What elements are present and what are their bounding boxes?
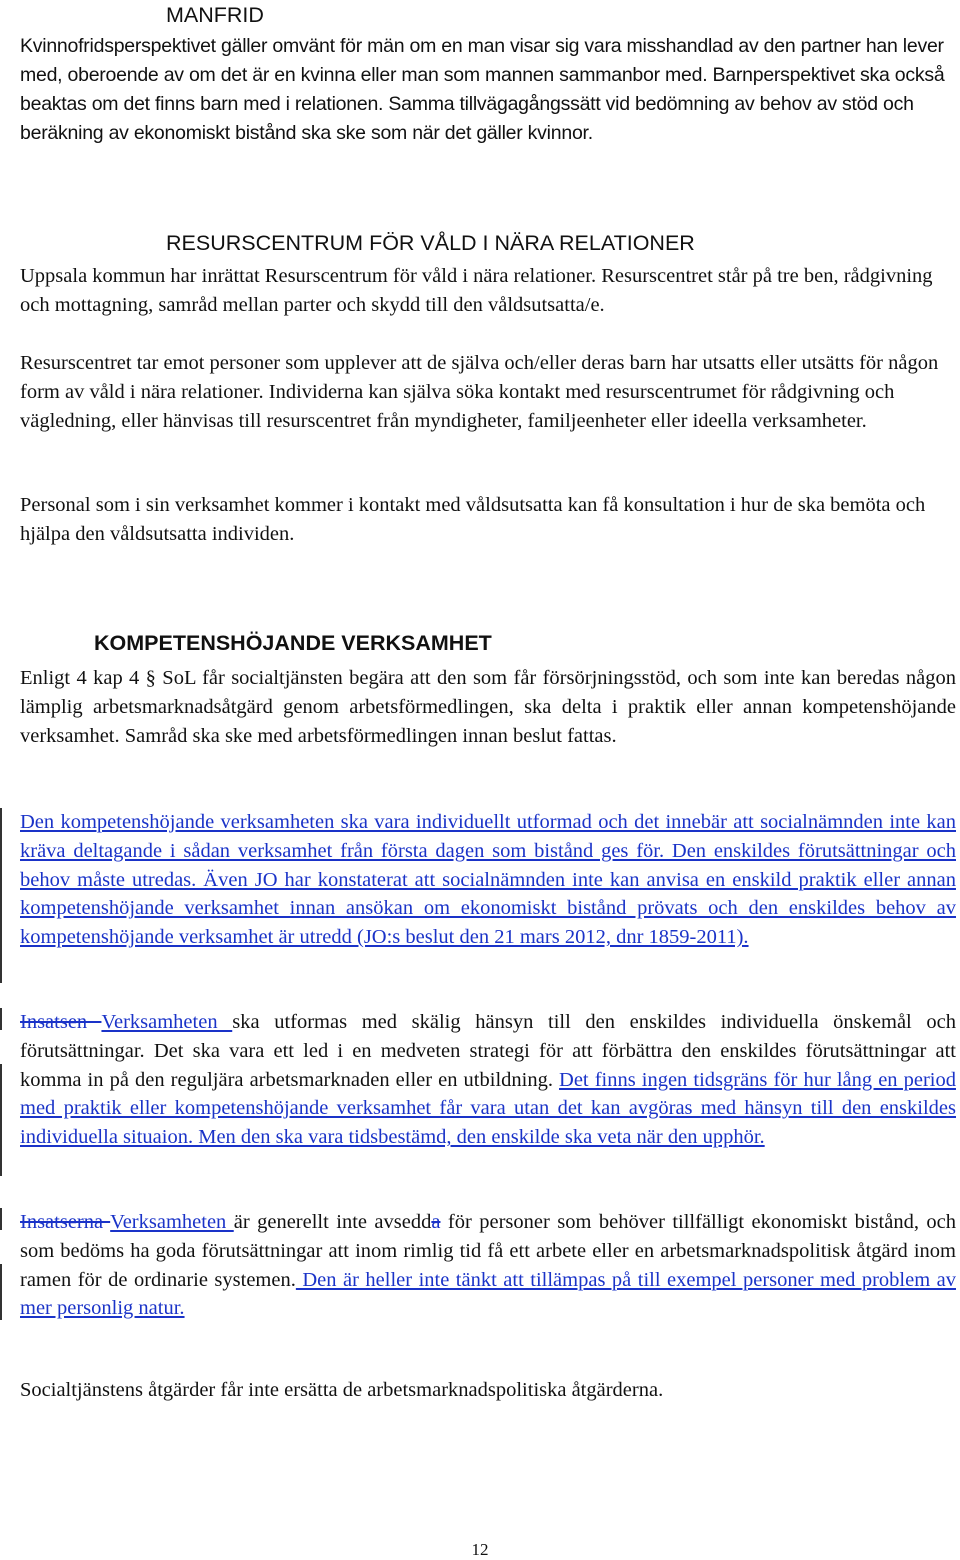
change-bar [0, 1264, 2, 1320]
paragraph-manfrid: Kvinnofridsperspektivet gäller omvänt för män om en man visar sig vara misshandlad av den partner han lever med, oberoende av om det är en kvinna eller man som mannen sammanbor med. Barnperspektivet ska också beaktas om det finns barn med i relationen. Samma tillvägagångssätt vid bedömning av behov av stöd och beräkning av ekonomiskt bistånd ska ske som när det gäller kvinnor. [20, 35, 945, 144]
paragraph-kompetens-5: Socialtjänstens åtgärder får inte ersätta de arbetsmarknadspolitiska åtgärderna. [20, 1379, 664, 1401]
inserted-text: Det finns ingen tidsgräns för hur lång en period med praktik eller kompetenshöjande verksamhet får vara utan det kan avgöras med hänsyn till den enskildes individuella situaion. Men den ska vara tidsbestämd, den enskilde ska veta när den upphör. [20, 1068, 956, 1149]
paragraph-text: för personer som behöver tillfälligt ekonomiskt bistånd, och som bedöms ha goda förutsättningar att inom rimlig tid få ett arbete eller en arbetsmarknadspolitisk åtgärd inom ramen för de ordinarie systemen. [20, 1211, 956, 1291]
paragraph-kompetens-1: Enligt 4 kap 4 § SoL får socialtjänsten begära att den som får försörjningsstöd, och som inte kan beredas någon lämplig arbetsmarknadsåtgärd genom arbetsförmedlingen, ska delta i praktik eller annan kompetenshöjande verksamhet. Samråd ska ske med arbetsförmedlingen innan beslut fattas. [20, 667, 956, 747]
page-number: 12 [471, 1540, 489, 1559]
paragraph-resurscentrum-1: Uppsala kommun har inrättat Resurscentrum för våld i nära relationer. Resurscentret står på tre ben, rådgivning och mottagning, samråd mellan parter och skydd till den våldsutsatta/e. [20, 265, 933, 316]
change-bar [0, 1064, 2, 1176]
deleted-text: Insatserna [20, 1211, 111, 1233]
paragraph-kompetens-3 [20, 1008, 956, 1152]
inserted-text: Verksamheten [101, 1011, 233, 1033]
paragraph-kompetens-4 [20, 1208, 956, 1323]
paragraph-text: är generellt inte avsedd [233, 1211, 432, 1233]
change-bar [0, 808, 2, 983]
inserted-text: Verksamheten [110, 1211, 234, 1233]
deleted-text: Insatsen [20, 1011, 102, 1033]
deleted-char: a [431, 1211, 441, 1233]
change-bar [0, 1008, 2, 1030]
paragraph-text: ska utformas med skälig hänsyn till den enskildes individuella önskemål och förutsättningar. Det ska vara ett led i en medveten strategi för att förbättra den enskildes förutsättningar att komma in på den reguljära arbetsmarknaden eller en utbildning. [20, 1011, 956, 1091]
paragraph-resurscentrum-2: Resurscentret tar emot personer som upplever att de själva och/eller deras barn har utsatts eller utsätts för någon form av våld i nära relationer. Individerna kan själva söka kontakt med resurscentrumet för rådgivning och vägledning, eller hänvisas till resurscentret från myndigheter, familjeenheter eller ideella verksamheter. [20, 352, 939, 432]
heading-manfrid: MANFRID [166, 3, 264, 27]
paragraph-resurscentrum-3: Personal som i sin verksamhet kommer i kontakt med våldsutsatta kan få konsultation i hur de ska bemöta och hjälpa den våldsutsatta individen. [20, 494, 926, 545]
inserted-text: Den är heller inte tänkt att tillämpas på till exempel personer med problem av mer personlig natur. [20, 1268, 956, 1320]
change-bar [0, 1208, 2, 1230]
heading-kompetens: KOMPETENSHÖJANDE VERKSAMHET [94, 631, 492, 655]
paragraph-kompetens-2-inserted: Den kompetenshöjande verksamheten ska vara individuellt utformad och det innebär att socialnämnden inte kan kräva deltagande i sådan verksamhet från första dagen som bistånd ges för. Den enskildes förutsättningar och behov måste utredas. Även JO har konstaterat att socialnämnden inte kan anvisa en enskild praktik eller annan kompetenshöjande verksamhet innan ansökan om ekonomiskt bistånd prövats och den enskildes behov av kompetenshöjande verksamhet är utredd (JO:s beslut den 21 mars 2012, dnr 1859-2011). [20, 811, 956, 949]
heading-resurscentrum: RESURSCENTRUM FÖR VÅLD I NÄRA RELATIONER [166, 231, 695, 255]
